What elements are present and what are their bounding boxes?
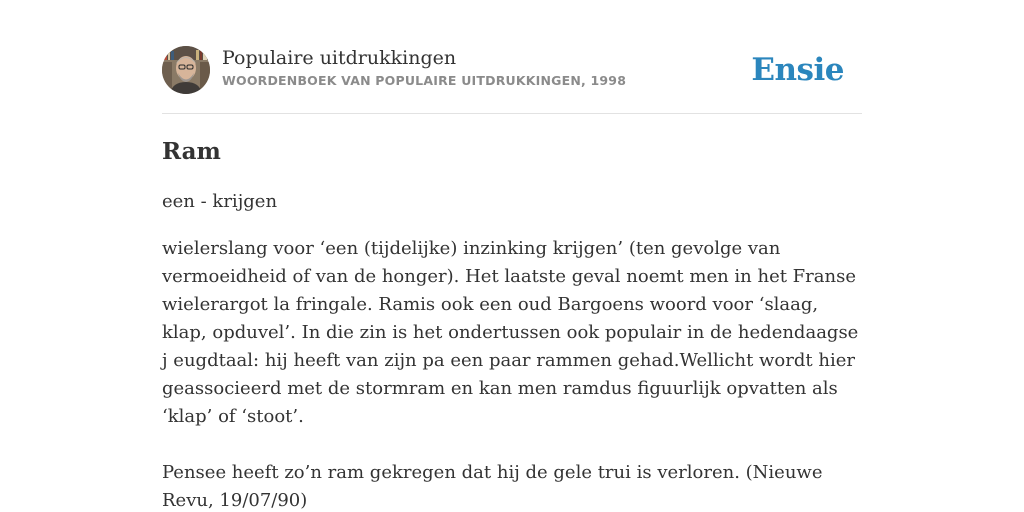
entry-phrase: een - krijgen: [162, 191, 278, 212]
entry-definition: wielerslang voor ‘een (tijdelijke) inzinking krijgen’ (ten gevolge van vermoeidheid of van de honger). Het laatste geval noemt men in het Franse wielerargot la fringale. Ramis ook een oud Bargoens woord voor ‘slaag, klap, opduvel’. In die zin is het ondertussen ook populair in de hedendaagse j eugdtaal: hij heeft van zijn pa een paar rammen gehad.Wellicht wordt hier geassocieerd met de stormram en kan men ramdus figuurlijk opvatten als ‘klap’ of ‘stoot’.: [162, 238, 859, 427]
ensie-logo[interactable]: Ensie: [751, 52, 844, 88]
source-title[interactable]: Populaire uitdrukkingen: [222, 47, 457, 69]
entry-title: Ram: [162, 138, 221, 165]
source-subtitle: WOORDENBOEK VAN POPULAIRE UITDRUKKINGEN, 1998: [222, 73, 627, 88]
source-header: [162, 46, 862, 114]
entry-example-quote: Pensee heeft zo’n ram gekregen dat hij de gele trui is verloren. (Nieuwe Revu, 19/07/90): [162, 462, 823, 511]
author-portrait-icon: [162, 46, 210, 94]
entry-content: [162, 136, 862, 512]
author-avatar[interactable]: [162, 46, 210, 94]
source-info: [222, 46, 626, 89]
